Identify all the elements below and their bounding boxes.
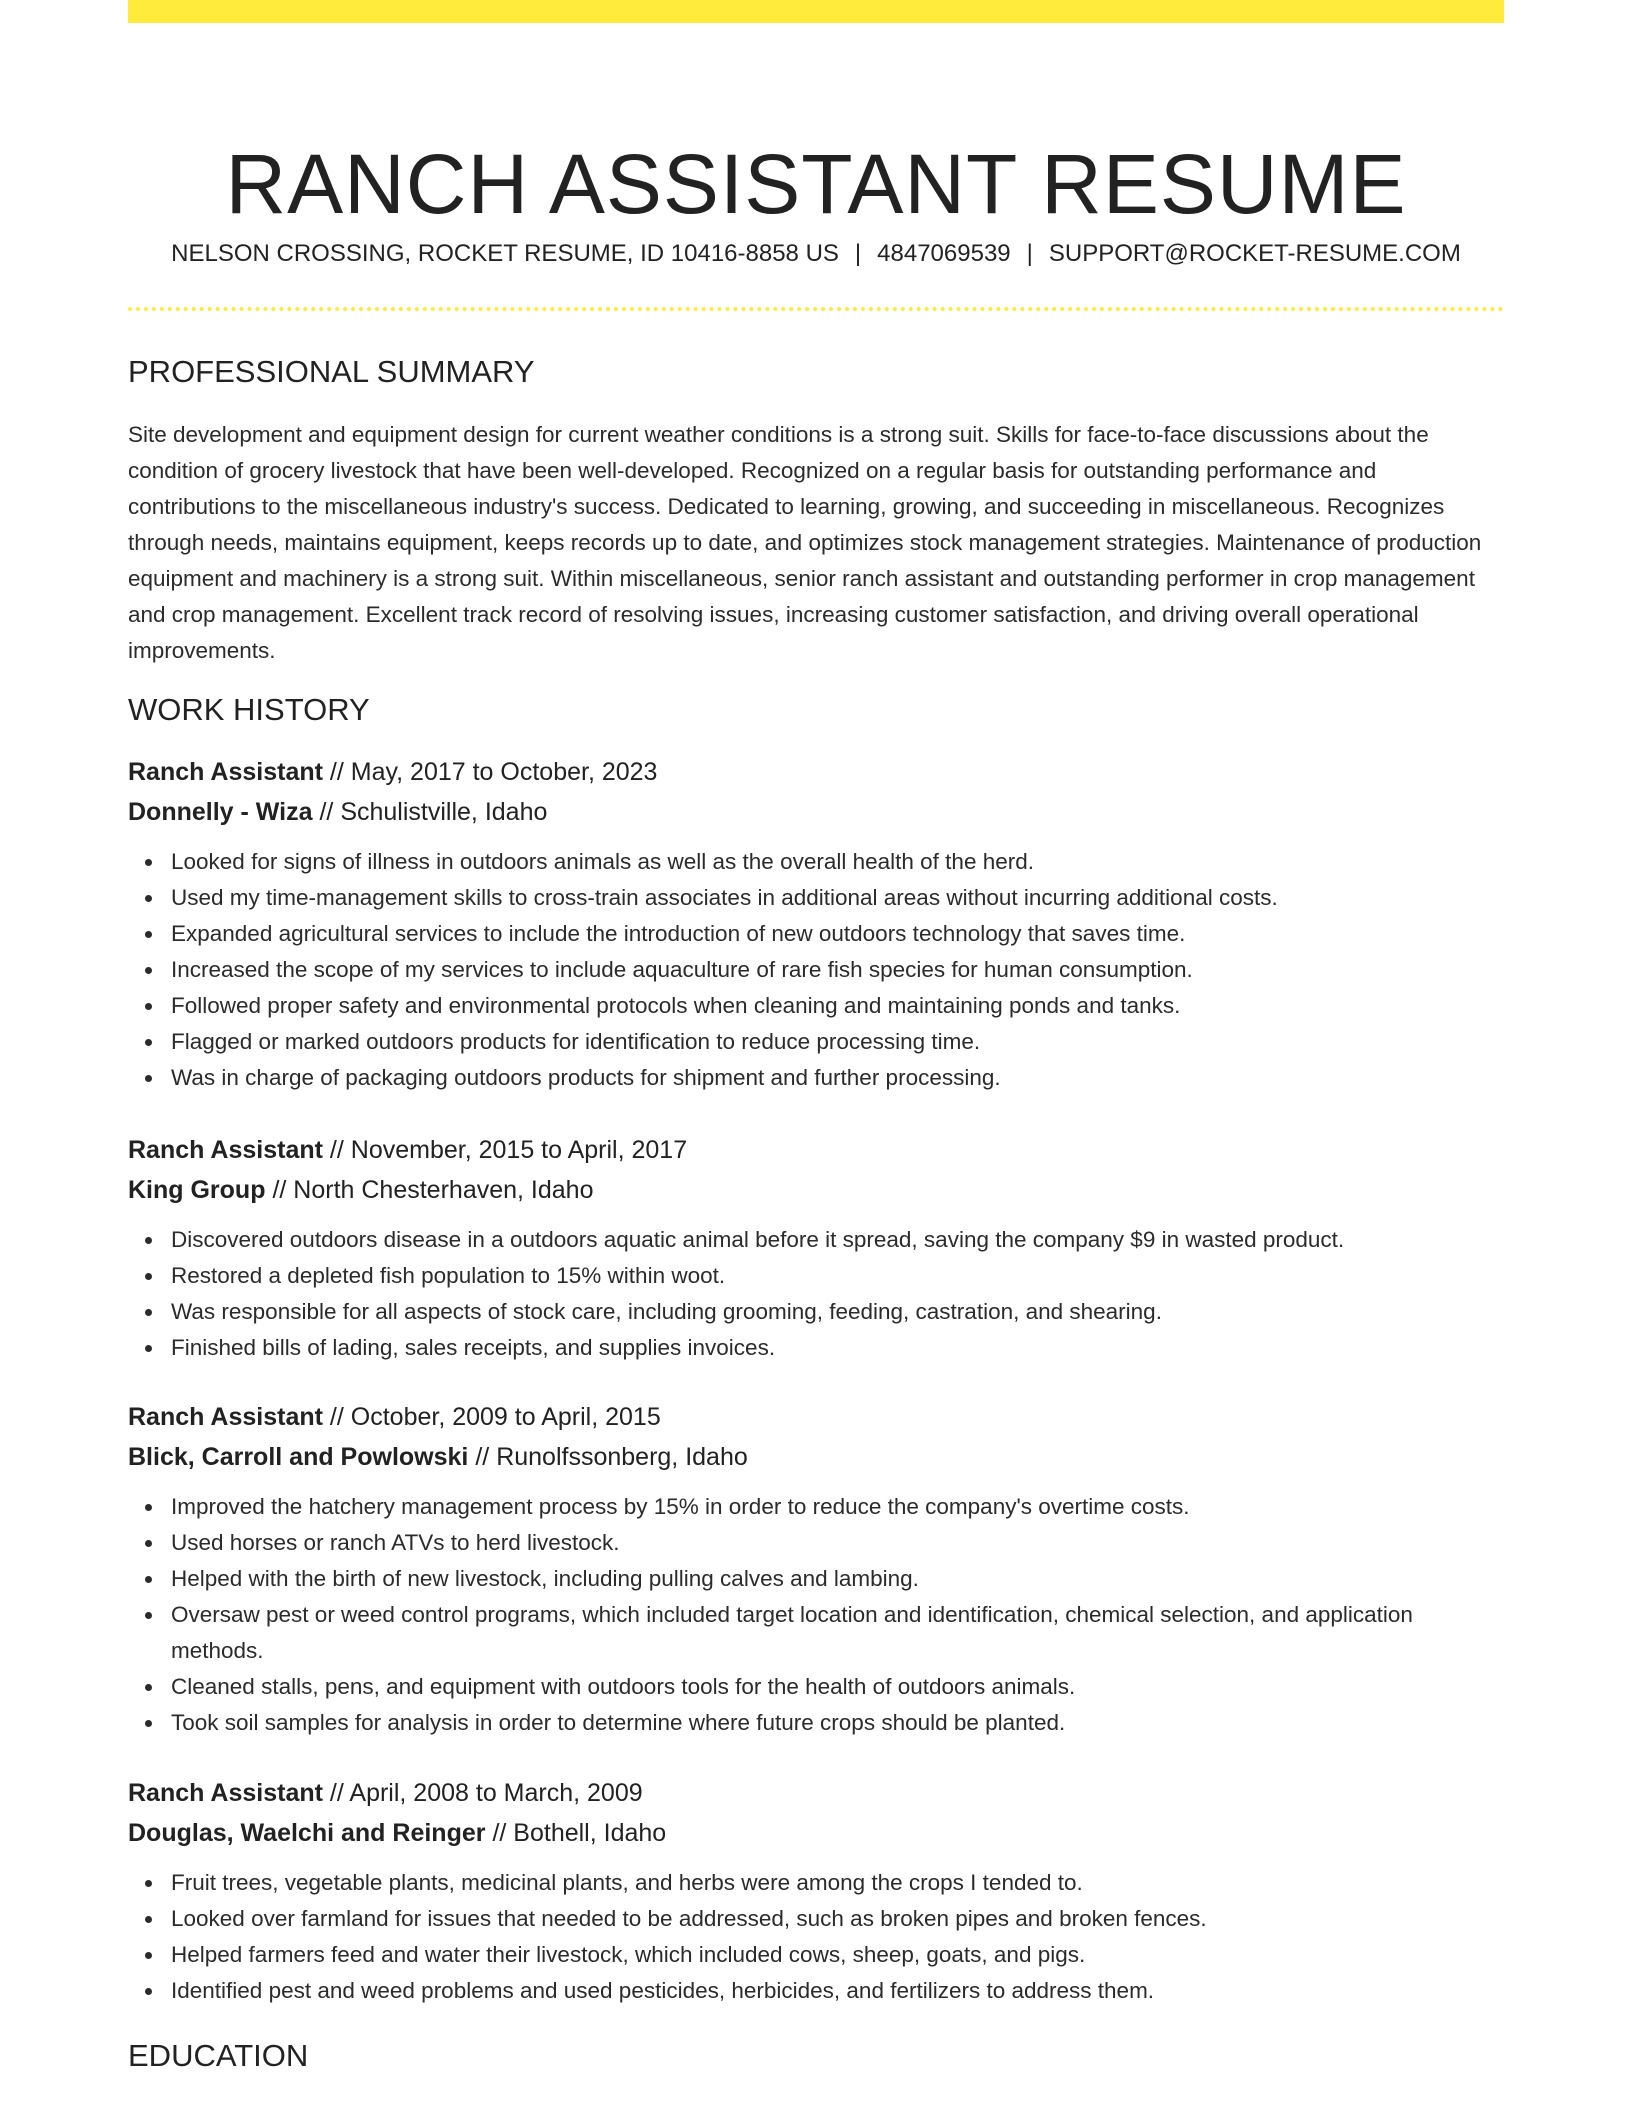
job-title-line bbox=[128, 1130, 1504, 1170]
job-bullet: Discovered outdoors disease in a outdoors aquatic animal before it spread, saving the company $9 in wasted product. bbox=[128, 1222, 1504, 1258]
job-entry bbox=[128, 752, 1504, 1096]
job-bullet: Flagged or marked outdoors products for identification to reduce processing time. bbox=[128, 1024, 1504, 1060]
job-company-line bbox=[128, 1437, 1504, 1477]
job-company: Donnelly - Wiza bbox=[128, 798, 313, 826]
summary-text: Site development and equipment design for current weather conditions is a strong suit. Skills for face-to-face discussions about the condition of grocery livestock that have been well-developed. Recognized on a regular basis for outstanding performance and contributions to the miscellaneous industry's success. Dedicated to learning, growing, and succeeding in miscellaneous. Recognizes through needs, maintains equipment, keeps records up to date, and optimizes stock management strategies. Maintenance of production equipment and machinery is a strong suit. Within miscellaneous, senior ranch assistant and outstanding performer in crop management and crop management. Excellent track record of resolving issues, increasing customer satisfaction, and driving overall operational improvements. bbox=[128, 422, 1482, 663]
job-location: North Chesterhaven, Idaho bbox=[293, 1176, 594, 1204]
job-title-line bbox=[128, 1773, 1504, 1813]
job-bullets bbox=[128, 844, 1504, 1096]
job-entry bbox=[128, 1397, 1504, 1741]
job-bullet: Followed proper safety and environmental protocols when cleaning and maintaining ponds and tanks. bbox=[128, 988, 1504, 1024]
job-divider: // bbox=[329, 1136, 344, 1164]
job-bullet: Cleaned stalls, pens, and equipment with outdoors tools for the health of outdoors animals. bbox=[128, 1669, 1504, 1705]
job-dates: October, 2009 to April, 2015 bbox=[350, 1403, 661, 1431]
job-bullet: Looked for signs of illness in outdoors animals as well as the overall health of the herd. bbox=[128, 844, 1504, 880]
job-location: Runolfssonberg, Idaho bbox=[496, 1443, 748, 1471]
education-heading: EDUCATION bbox=[128, 2038, 309, 2073]
contact-phone: 4847069539 bbox=[877, 240, 1011, 267]
job-dates: November, 2015 to April, 2017 bbox=[350, 1136, 688, 1164]
work-history-heading: WORK HISTORY bbox=[128, 692, 370, 727]
job-bullet: Improved the hatchery management process by 15% in order to reduce the company's overtime costs. bbox=[128, 1489, 1504, 1525]
job-bullet: Used my time-management skills to cross-train associates in additional areas without incurring additional costs. bbox=[128, 880, 1504, 916]
contact-email: SUPPORT@ROCKET-RESUME.COM bbox=[1048, 240, 1461, 267]
job-dates: May, 2017 to October, 2023 bbox=[350, 758, 658, 786]
job-entry bbox=[128, 1130, 1504, 1366]
job-company-line bbox=[128, 1170, 1504, 1210]
job-divider: // bbox=[329, 1779, 344, 1807]
job-location: Schulistville, Idaho bbox=[340, 798, 548, 826]
job-company: Douglas, Waelchi and Reinger bbox=[128, 1819, 486, 1847]
job-bullet: Finished bills of lading, sales receipts, and supplies invoices. bbox=[128, 1330, 1504, 1366]
job-divider: // bbox=[492, 1819, 507, 1847]
job-title: Ranch Assistant bbox=[128, 758, 323, 786]
job-title: Ranch Assistant bbox=[128, 1779, 323, 1807]
job-location: Bothell, Idaho bbox=[513, 1819, 667, 1847]
job-bullet: Expanded agricultural services to include the introduction of new outdoors technology that saves time. bbox=[128, 916, 1504, 952]
job-bullet: Looked over farmland for issues that needed to be addressed, such as broken pipes and broken fences. bbox=[128, 1901, 1504, 1937]
job-divider: // bbox=[329, 1403, 344, 1431]
contact-address: NELSON CROSSING, ROCKET RESUME, ID 10416-8858 US bbox=[171, 240, 839, 267]
job-title-line bbox=[128, 1397, 1504, 1437]
job-bullet: Increased the scope of my services to include aquaculture of rare fish species for human consumption. bbox=[128, 952, 1504, 988]
job-entry bbox=[128, 1773, 1504, 2009]
job-dates: April, 2008 to March, 2009 bbox=[349, 1779, 643, 1807]
accent-top-bar bbox=[128, 0, 1504, 23]
job-bullets bbox=[128, 1222, 1504, 1366]
job-bullet: Was responsible for all aspects of stock care, including grooming, feeding, castration, and shearing. bbox=[128, 1294, 1504, 1330]
job-bullet: Helped with the birth of new livestock, including pulling calves and lambing. bbox=[128, 1561, 1504, 1597]
contact-separator: | bbox=[854, 240, 862, 267]
job-bullets bbox=[128, 1489, 1504, 1741]
job-bullet: Took soil samples for analysis in order to determine where future crops should be planted. bbox=[128, 1705, 1504, 1741]
job-title: Ranch Assistant bbox=[128, 1403, 323, 1431]
job-bullet: Restored a depleted fish population to 15% within woot. bbox=[128, 1258, 1504, 1294]
job-bullet: Was in charge of packaging outdoors products for shipment and further processing. bbox=[128, 1060, 1504, 1096]
job-bullet: Fruit trees, vegetable plants, medicinal plants, and herbs were among the crops I tended to. bbox=[128, 1865, 1504, 1901]
job-bullet: Used horses or ranch ATVs to herd livestock. bbox=[128, 1525, 1504, 1561]
contact-separator: | bbox=[1026, 240, 1033, 267]
job-divider: // bbox=[329, 758, 344, 786]
dotted-divider bbox=[128, 307, 1504, 311]
job-divider: // bbox=[475, 1443, 490, 1471]
job-title-line bbox=[128, 752, 1504, 792]
job-bullet: Oversaw pest or weed control programs, which included target location and identification, chemical selection, and application methods. bbox=[128, 1597, 1504, 1669]
job-divider: // bbox=[319, 798, 334, 826]
job-company: King Group bbox=[128, 1176, 266, 1204]
job-bullet: Helped farmers feed and water their livestock, which included cows, sheep, goats, and pigs. bbox=[128, 1937, 1504, 1973]
job-company-line bbox=[128, 1813, 1504, 1853]
job-title: Ranch Assistant bbox=[128, 1136, 323, 1164]
job-company-line bbox=[128, 792, 1504, 832]
summary-heading: PROFESSIONAL SUMMARY bbox=[128, 354, 535, 389]
contact-line bbox=[128, 236, 1504, 272]
job-bullets bbox=[128, 1865, 1504, 2009]
job-divider: // bbox=[272, 1176, 287, 1204]
job-bullet: Identified pest and weed problems and used pesticides, herbicides, and fertilizers to address them. bbox=[128, 1973, 1504, 2009]
job-company: Blick, Carroll and Powlowski bbox=[128, 1443, 469, 1471]
resume-title: RANCH ASSISTANT RESUME bbox=[225, 137, 1407, 232]
